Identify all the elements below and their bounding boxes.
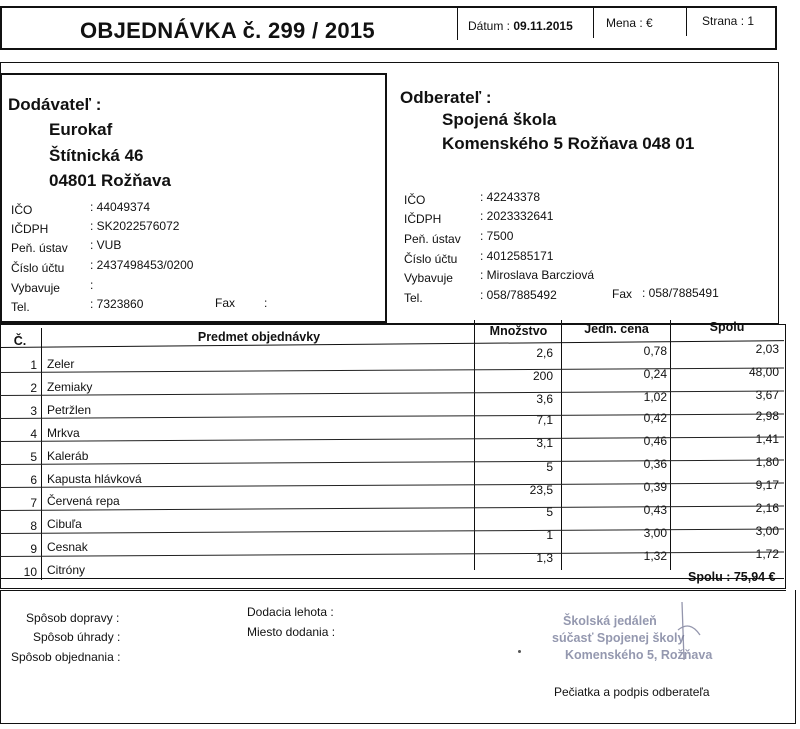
stamp-line-2: súčasť Spojenej školy bbox=[552, 631, 685, 645]
row-unit-price: 0,46 bbox=[643, 434, 667, 448]
row-number: 8 bbox=[30, 519, 37, 533]
order-method-label: Spôsob objednania : bbox=[11, 650, 121, 664]
currency-field: Mena : € bbox=[606, 16, 653, 30]
row-unit-price: 0,39 bbox=[643, 480, 667, 494]
col-header-total: Spolu bbox=[709, 320, 745, 334]
row-total: 48,00 bbox=[748, 365, 779, 379]
buyer-icdph-value: : 2023332641 bbox=[480, 209, 554, 223]
divider bbox=[561, 320, 562, 570]
row-unit-price: 3,00 bbox=[643, 526, 667, 540]
row-number: 6 bbox=[30, 473, 37, 487]
row-item: Zemiaky bbox=[47, 380, 93, 394]
row-total: 3,00 bbox=[755, 524, 779, 538]
buyer-account-label: Číslo účtu bbox=[404, 252, 458, 266]
payment-label: Spôsob úhrady : bbox=[33, 630, 121, 644]
buyer-bank-value: : 7500 bbox=[480, 229, 514, 243]
row-qty: 3,6 bbox=[536, 392, 553, 406]
supplier-account-label: Číslo účtu bbox=[11, 261, 65, 275]
row-item: Zeler bbox=[47, 357, 75, 371]
transport-label: Spôsob dopravy : bbox=[26, 611, 120, 625]
items-table-frame bbox=[0, 324, 786, 589]
signature-mark bbox=[660, 600, 710, 670]
buyer-heading: Odberateľ : bbox=[400, 88, 492, 107]
row-qty: 5 bbox=[546, 460, 553, 474]
divider bbox=[0, 578, 784, 579]
col-header-item: Predmet objednávky bbox=[197, 330, 321, 344]
row-qty: 7,1 bbox=[536, 413, 553, 427]
stamp-line-1: Školská jedáleň bbox=[563, 614, 657, 628]
divider bbox=[686, 8, 687, 36]
date-field bbox=[468, 19, 573, 33]
row-qty: 1,3 bbox=[536, 551, 553, 565]
row-unit-price: 0,42 bbox=[643, 411, 667, 425]
row-item: Kaleráb bbox=[47, 449, 89, 463]
delivery-place-label: Miesto dodania : bbox=[247, 625, 336, 639]
buyer-tel-value: : 058/7885492 bbox=[480, 288, 557, 302]
supplier-city: 04801 Rožňava bbox=[49, 171, 171, 190]
row-item: Červená repa bbox=[47, 494, 120, 508]
date-label: Dátum : bbox=[468, 19, 511, 33]
row-number: 9 bbox=[30, 542, 37, 556]
row-unit-price: 1,32 bbox=[643, 549, 667, 563]
row-qty: 200 bbox=[532, 369, 553, 383]
buyer-ico-value: : 42243378 bbox=[480, 190, 541, 204]
row-total: 1,72 bbox=[755, 547, 779, 561]
buyer-account-value: : 4012585171 bbox=[480, 249, 554, 263]
buyer-ico-label: IČO bbox=[404, 193, 426, 207]
row-item: Mrkva bbox=[47, 426, 80, 440]
signature-caption: Pečiatka a podpis odberateľa bbox=[554, 685, 710, 699]
row-total: 2,03 bbox=[755, 342, 779, 356]
row-item: Cesnak bbox=[47, 540, 88, 554]
row-total: 1,80 bbox=[755, 455, 779, 469]
divider bbox=[457, 8, 458, 40]
row-item: Kapusta hlávková bbox=[47, 472, 142, 486]
buyer-tel-label: Tel. bbox=[404, 291, 423, 305]
supplier-name: Eurokaf bbox=[49, 120, 113, 139]
row-number: 1 bbox=[30, 358, 37, 372]
supplier-ico-value: : 44049374 bbox=[90, 200, 151, 214]
col-header-unit-price: Jedn. cena bbox=[584, 322, 649, 336]
row-unit-price: 0,24 bbox=[643, 367, 667, 381]
divider bbox=[670, 320, 671, 570]
row-number: 3 bbox=[30, 404, 37, 418]
supplier-fax-label: Fax bbox=[215, 296, 236, 310]
supplier-icdph-value: : SK2022576072 bbox=[90, 219, 180, 233]
supplier-handler-label: Vybavuje bbox=[11, 281, 60, 295]
row-item: Citróny bbox=[47, 563, 86, 577]
document-title: OBJEDNÁVKA č. 299 / 2015 bbox=[80, 18, 375, 43]
buyer-bank-label: Peň. ústav bbox=[404, 232, 461, 246]
row-qty: 1 bbox=[546, 528, 553, 542]
buyer-handler-value: : Miroslava Barcziová bbox=[480, 268, 595, 282]
page-field: Strana : 1 bbox=[702, 14, 755, 28]
row-number: 7 bbox=[30, 496, 37, 510]
delivery-time-label: Dodacia lehota : bbox=[247, 605, 334, 619]
row-number: 10 bbox=[23, 565, 37, 579]
supplier-fax-value: : bbox=[264, 296, 268, 310]
divider bbox=[41, 328, 42, 580]
col-header-qty: Množstvo bbox=[489, 324, 548, 338]
row-qty: 5 bbox=[546, 505, 553, 519]
row-unit-price: 1,02 bbox=[643, 390, 667, 404]
row-unit-price: 0,36 bbox=[643, 457, 667, 471]
row-unit-price: 0,78 bbox=[643, 344, 667, 358]
buyer-handler-label: Vybavuje bbox=[404, 271, 453, 285]
supplier-tel-value: : 7323860 bbox=[90, 297, 144, 311]
row-item: Cibuľa bbox=[47, 517, 82, 531]
stamp-dot bbox=[518, 650, 521, 653]
divider bbox=[593, 8, 594, 38]
buyer-address: Komenského 5 Rožňava 048 01 bbox=[442, 134, 695, 153]
buyer-icdph-label: IČDPH bbox=[404, 212, 442, 226]
supplier-icdph-label: IČDPH bbox=[11, 222, 49, 236]
supplier-ico-label: IČO bbox=[11, 203, 33, 217]
grand-total: Spolu : 75,94 € bbox=[688, 570, 776, 584]
col-header-no: Č. bbox=[13, 334, 27, 348]
row-total: 2,16 bbox=[755, 501, 779, 515]
row-total: 2,98 bbox=[755, 409, 779, 423]
supplier-heading: Dodávateľ : bbox=[8, 95, 102, 114]
supplier-street: Štítnická 46 bbox=[49, 146, 144, 165]
buyer-fax-value: : 058/7885491 bbox=[642, 286, 719, 300]
buyer-name: Spojená škola bbox=[442, 110, 557, 129]
row-number: 4 bbox=[30, 427, 37, 441]
supplier-bank-label: Peň. ústav bbox=[11, 241, 68, 255]
row-number: 5 bbox=[30, 450, 37, 464]
row-total: 3,67 bbox=[755, 388, 779, 402]
row-qty: 2,6 bbox=[536, 346, 553, 360]
row-unit-price: 0,43 bbox=[643, 503, 667, 517]
row-qty: 3,1 bbox=[536, 436, 553, 450]
supplier-tel-label: Tel. bbox=[11, 300, 30, 314]
buyer-fax-label: Fax bbox=[612, 287, 633, 301]
supplier-account-value: : 2437498453/0200 bbox=[90, 258, 194, 272]
stamp-line-3: Komenského 5, Rožňava bbox=[565, 648, 713, 662]
supplier-bank-value: : VUB bbox=[90, 238, 122, 252]
row-total: 9,17 bbox=[755, 478, 779, 492]
row-qty: 23,5 bbox=[529, 483, 553, 497]
supplier-handler-value: : bbox=[90, 278, 94, 292]
date-value: 09.11.2015 bbox=[513, 19, 573, 33]
row-number: 2 bbox=[30, 381, 37, 395]
row-total: 1,41 bbox=[755, 432, 779, 446]
row-item: Petržlen bbox=[47, 403, 92, 417]
divider bbox=[474, 320, 475, 570]
